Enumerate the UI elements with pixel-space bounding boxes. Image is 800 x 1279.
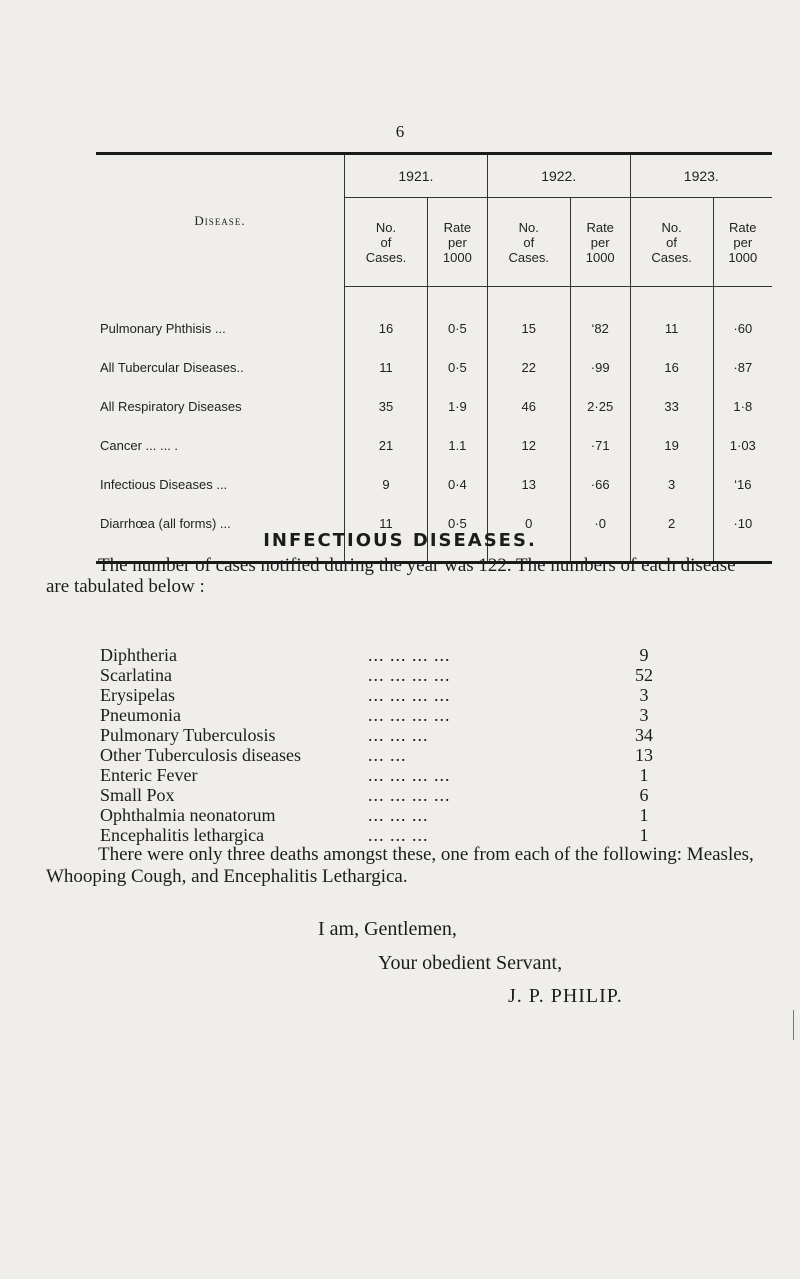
cell-value: 11 [345,504,428,563]
leader-dots: ... ... ... ... [368,765,451,785]
cell-value: 15 [487,287,570,349]
notified-count: 3 [639,685,649,705]
cases-header: No. of Cases. [630,198,713,287]
disease-name: All Tubercular Diseases.. [100,360,244,375]
year-header-1922: 1922. [487,154,630,198]
margin-mark [793,1010,794,1040]
notified-count: 6 [639,785,649,805]
disease-name: Pulmonary Phthisis ... [100,320,226,336]
cell-value: 1·8 [713,387,772,426]
cell-value: 2 [630,504,713,563]
notified-diseases-list [100,645,660,845]
rate-header: Rate per 1000 [713,198,772,287]
notified-disease-name: Pneumonia [100,705,181,725]
disease-name: All Respiratory Diseases [100,399,242,414]
cell-value: 11 [345,348,428,387]
rate-header: Rate per 1000 [570,198,630,287]
cell-value: 1.1 [427,426,487,465]
leader-dots: ... ... ... ... [368,645,451,665]
disease-column-header: Disease. [194,212,246,228]
disease-statistics-table [96,152,772,564]
list-item [100,725,660,745]
table-row [96,426,772,465]
deaths-paragraph: There were only three deaths amongst these, one from each of the following: Measles, Whooping Cough, and Encephalitis Lethargica. [46,844,754,887]
cell-value: 33 [630,387,713,426]
leader-dots: ... ... [368,745,407,765]
cell-value: 0·5 [427,287,487,349]
cell-value: ·60 [713,287,772,349]
notified-disease-name: Small Pox [100,785,175,805]
cell-value: ·87 [713,348,772,387]
cell-value: 16 [345,287,428,349]
cell-value: 35 [345,387,428,426]
cell-value: ·99 [570,348,630,387]
disease-name: Cancer ... ... . [100,438,179,453]
notified-count: 1 [639,765,649,785]
year-header-1923: 1923. [630,154,772,198]
table-row [96,348,772,387]
leader-dots: ... ... ... ... [368,685,451,705]
notified-disease-name: Enteric Fever [100,765,198,785]
leader-dots: ... ... ... ... [368,665,451,685]
leader-dots: ... ... ... [368,725,429,745]
notified-count: 3 [639,705,649,725]
cell-value: ‘82 [570,287,630,349]
notified-disease-name: Ophthalmia neonatorum [100,805,276,825]
notified-count: 9 [639,645,649,665]
list-item [100,705,660,725]
cell-value: ·10 [713,504,772,563]
intro-paragraph: The number of cases notified during the year was 122. The numbers of each disease are tabulated below : [46,555,736,597]
leader-dots: ... ... ... [368,805,429,825]
leader-dots: ... ... ... ... [368,705,451,725]
notified-disease-name: Scarlatina [100,665,172,685]
disease-name: Infectious Diseases ... [100,477,228,492]
cell-value: 0·5 [427,504,487,563]
notified-count: 52 [635,665,653,685]
cell-value: 0 [487,504,570,563]
table-row [96,287,772,349]
notified-disease-name: Erysipelas [100,685,175,705]
cell-value: 12 [487,426,570,465]
leader-dots: ... ... ... [368,825,429,845]
list-item [100,685,660,705]
cell-value: 13 [487,465,570,504]
cell-value: 2·25 [570,387,630,426]
cell-value: 3 [630,465,713,504]
cases-header: No. of Cases. [345,198,428,287]
closing-greeting: I am, Gentlemen, [318,918,457,940]
list-item [100,745,660,765]
disease-name: Diarrhœa (all forms) ... [100,516,231,531]
list-item [100,645,660,665]
rate-header: Rate per 1000 [427,198,487,287]
cell-value: 21 [345,426,428,465]
cell-value: 46 [487,387,570,426]
cell-value: 9 [345,465,428,504]
notified-disease-name: Diphtheria [100,645,177,665]
notified-disease-name: Pulmonary Tuberculosis [100,725,276,745]
table-row [96,465,772,504]
leader-dots: ... ... ... ... [368,785,451,805]
list-item [100,765,660,785]
notified-disease-name: Other Tuberculosis diseases [100,745,301,765]
cell-value: 22 [487,348,570,387]
cell-value: 0·4 [427,465,487,504]
notified-count: 1 [639,825,649,845]
notified-count: 13 [635,745,653,765]
table-header-years [96,154,772,198]
notified-disease-name: Encephalitis lethargica [100,825,265,845]
cell-value: 16 [630,348,713,387]
cell-value: ·71 [570,426,630,465]
list-item [100,785,660,805]
cell-value: 11 [630,287,713,349]
section-title: INFECTIOUS DISEASES. [263,530,537,551]
cell-value: 19 [630,426,713,465]
table-row [96,387,772,426]
notified-count: 34 [635,725,653,745]
list-item [100,665,660,685]
closing-servant: Your obedient Servant, [378,952,563,974]
list-item [100,805,660,825]
notified-count: 1 [639,805,649,825]
page-number: 6 [395,122,405,141]
cell-value: 1·9 [427,387,487,426]
cell-value: ·0 [570,504,630,563]
cell-value: 0·5 [427,348,487,387]
cell-value: ‘16 [713,465,772,504]
year-header-1921: 1921. [345,154,488,198]
list-item [100,825,660,845]
signature: J. P. PHILIP. [508,985,623,1007]
cell-value: ·66 [570,465,630,504]
cell-value: 1·03 [713,426,772,465]
cases-header: No. of Cases. [487,198,570,287]
